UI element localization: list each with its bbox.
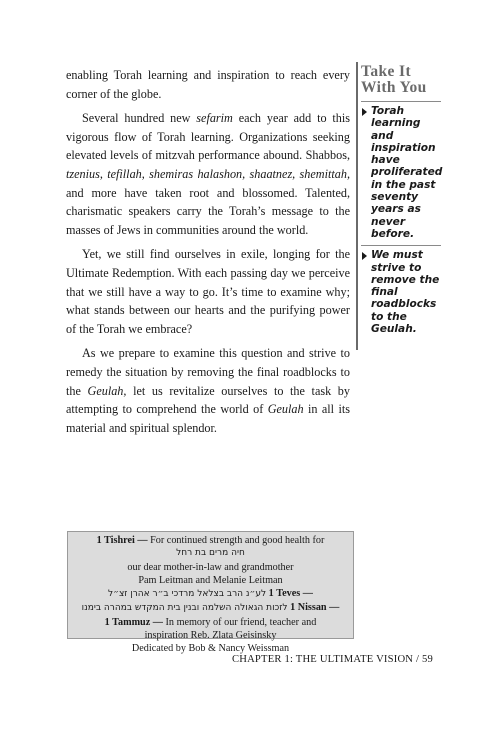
sidebar-item (361, 101, 441, 240)
p2-text-a: Several hundred new (82, 111, 197, 126)
take-it-with-you-sidebar (361, 64, 441, 335)
dedication-text-7: In memory of our friend, teacher and (162, 616, 317, 628)
dedication-line-4: Pam Leitman and Melanie Leitman (138, 574, 283, 586)
dedication-hebrew-nissan: לזכות הגאולה השלמה ובנין בית המקדש במהרה בימנו (81, 603, 288, 614)
dedication-hebrew-name: חיה מרים בת רחל (176, 548, 245, 559)
dedication-line-6 (68, 601, 353, 615)
dedication-box (67, 531, 354, 655)
dedication-text-1: For continued strength and good health for (147, 535, 325, 546)
paragraph-3: Yet, we still find ourselves in exile, longing for the Ultimate Redemption. With each passing day we perceive that we still have a way to go. It’s time to examine why; what stands between our hearts and the purifying power of the Torah we embrace? (66, 247, 350, 336)
dedication-line-9: Dedicated by Bob & Nancy Weissman (131, 643, 290, 655)
sidebar-item-text: Torah learning and inspiration have proliferated in the past seventy years as never before. (371, 105, 443, 240)
dedication-line-1 (68, 534, 353, 547)
paragraph-1: enabling Torah learning and inspiration to reach every corner of the globe. (66, 68, 350, 101)
dedication-date-teves: 1 Teves — (268, 588, 313, 600)
p4-text-e: in all its material and spiritual splendor. (66, 402, 350, 435)
p4-text-c: let us revitalize ourselves to the task by attempting to comprehend the world of (66, 383, 350, 417)
sidebar-title-line-1: Take It (361, 63, 412, 80)
triangle-bullet-icon (362, 108, 367, 116)
p4-italic-geulah-2: Geulah (267, 402, 304, 417)
p2-text-c: each year add to this vigorous flow of Torah learning. Organizations seeking elevated levels of mitzvah performance abound. Shabbos, (66, 111, 350, 163)
main-text-column (66, 66, 350, 443)
dedication-date-tishrei: 1 Tishrei — (96, 535, 148, 546)
p2-text-e: and more have taken root and blossomed. Talented, charismatic speakers carry the Torah’s message to the masses of Jews in communities around the world. (66, 185, 350, 237)
p2-italic-sefarim: sefarim (196, 111, 233, 126)
dedication-date-tammuz: 1 Tammuz — (104, 616, 163, 628)
dedication-line-3: our dear mother-in-law and grandmother (127, 561, 294, 573)
paragraph-2 (66, 109, 350, 239)
dedication-date-nissan: 1 Nissan — (290, 602, 340, 614)
p2-italic-list: tzenius, tefillah, shemiras halashon, shaatnez, shemittah, (66, 166, 350, 181)
sidebar-title (361, 64, 441, 96)
sidebar-item-text: We must strive to remove the final roadblocks to the Geulah. (371, 249, 440, 336)
running-footer: CHAPTER 1: THE ULTIMATE VISION / 59 (231, 654, 433, 665)
p4-text-a: As we prepare to examine this question and strive to remedy the situation by removing the final roadblocks to the (66, 346, 350, 398)
dedication-line-8: inspiration Reb. Zlata Geisinsky (144, 630, 277, 642)
p4-italic-geulah-1: Geulah, (87, 383, 127, 398)
triangle-bullet-icon (362, 252, 367, 260)
dedication-hebrew-teves: לע״נ הרב בצלאל מרדכי ב״ר אהרן זצ״ל (108, 589, 267, 600)
sidebar-title-line-2: With You (361, 79, 427, 96)
sidebar-divider (356, 62, 358, 350)
dedication-line-5 (68, 587, 353, 601)
sidebar-item (361, 245, 441, 335)
dedication-line-7 (68, 616, 353, 629)
paragraph-4 (66, 344, 350, 437)
